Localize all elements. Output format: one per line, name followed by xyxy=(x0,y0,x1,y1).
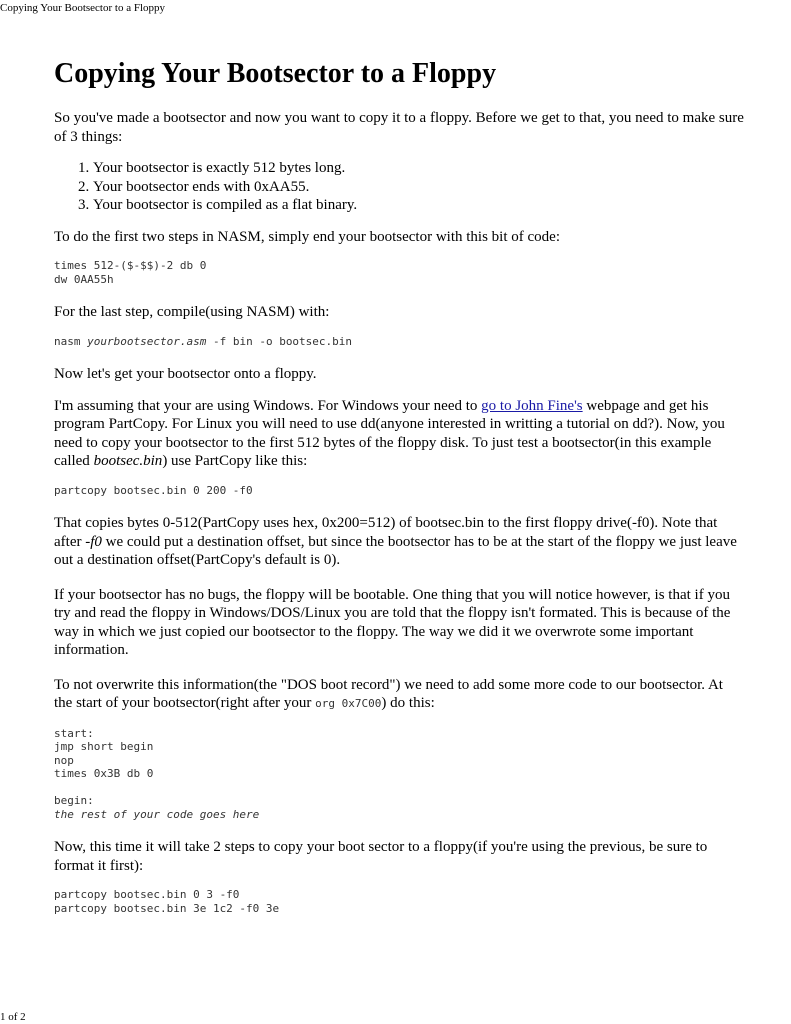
code-text: -f bin -o bootsec.bin xyxy=(206,334,353,348)
page-title: Copying Your Bootsector to a Floppy xyxy=(54,58,497,89)
code-block-partcopy: partcopy bootsec.bin 0 200 -f0 xyxy=(54,483,253,497)
windows-paragraph xyxy=(54,397,744,471)
requirements-list xyxy=(54,159,744,215)
running-header: Copying Your Bootsector to a Floppy xyxy=(0,2,166,14)
dbr-paragraph xyxy=(54,676,744,714)
code-comment: the rest of your code goes here xyxy=(54,807,260,821)
code-block-compile xyxy=(54,335,744,349)
john-fine-link[interactable]: go to John Fine's xyxy=(481,397,583,414)
list-item: 1. Your bootsector is exactly 512 bytes long. xyxy=(93,159,744,178)
paragraph-text: That copies bytes 0-512(PartCopy uses hex, 0x200=512) of bootsec.bin to the first floppy drive(-f0). Note that after xyxy=(54,515,718,550)
code-block-padding: times 512-($-$$)-2 db 0 dw 0AA55h xyxy=(54,259,207,286)
paragraph-text: webpage and get his program PartCopy. For Linux you will need to use dd(anyone interested in writting a tutorial on dd?). Now, you need to copy your bootsector to the first 512 bytes of the floppy disk. To just test a bootsector(in this example called xyxy=(54,397,725,469)
paragraph-text: we could put a destination offset, but since the bootsector has to be at the start of the floppy we just leave out a destination offset(PartCopy's default is 0). xyxy=(54,533,737,568)
floppy-intro-paragraph: Now let's get your bootsector onto a floppy. xyxy=(54,366,317,382)
copies-paragraph xyxy=(54,514,744,570)
paragraph-text: ) do this: xyxy=(381,695,435,711)
flag-emphasis: -f0 xyxy=(85,533,102,550)
paragraph-text: ) use PartCopy like this: xyxy=(162,453,308,469)
code-block-two-steps: partcopy bootsec.bin 0 3 -f0 partcopy bootsec.bin 3e 1c2 -f0 3e xyxy=(54,888,280,915)
code-text: nasm xyxy=(54,334,88,348)
compile-intro-paragraph: For the last step, compile(using NASM) with: xyxy=(54,304,330,320)
two-steps-paragraph: Now, this time it will take 2 steps to copy your boot sector to a floppy(if you're using the previous, be sure to format it first): xyxy=(54,839,708,874)
list-item: 2. Your bootsector ends with 0xAA55. xyxy=(93,178,744,197)
paragraph-text: To not overwrite this information(the "DOS boot record") we need to add some more code to our bootsector. At the start of your bootsector(right after your xyxy=(54,676,723,711)
code-placeholder: yourbootsector.asm xyxy=(87,334,207,348)
page-number: 1 of 2 xyxy=(0,1011,26,1023)
list-item: 3. Your bootsector is compiled as a flat binary. xyxy=(93,196,744,215)
inline-code: org 0x7C00 xyxy=(315,697,382,710)
bugs-paragraph: If your bootsector has no bugs, the floppy will be bootable. One thing that you will notice however, is that if you try and read the floppy in Windows/DOS/Linux you are told that the floppy isn't formated. This is because of the way in which we just copied our bootsector to the floppy. The way we did it we overwrote some important information. xyxy=(54,586,731,658)
paragraph-text: I'm assuming that your are using Windows. For Windows your need to xyxy=(54,397,482,414)
code-block-start xyxy=(54,727,744,822)
nasm-intro-paragraph: To do the first two steps in NASM, simply end your bootsector with this bit of code: xyxy=(54,228,560,245)
intro-paragraph: So you've made a bootsector and now you want to copy it to a floppy. Before we get to that, you need to make sure of 3 things: xyxy=(54,110,744,145)
article xyxy=(54,56,744,932)
code-text: start: jmp short begin nop times 0x3B db 0 begin: xyxy=(54,726,154,807)
filename-emphasis: bootsec.bin xyxy=(93,453,163,469)
